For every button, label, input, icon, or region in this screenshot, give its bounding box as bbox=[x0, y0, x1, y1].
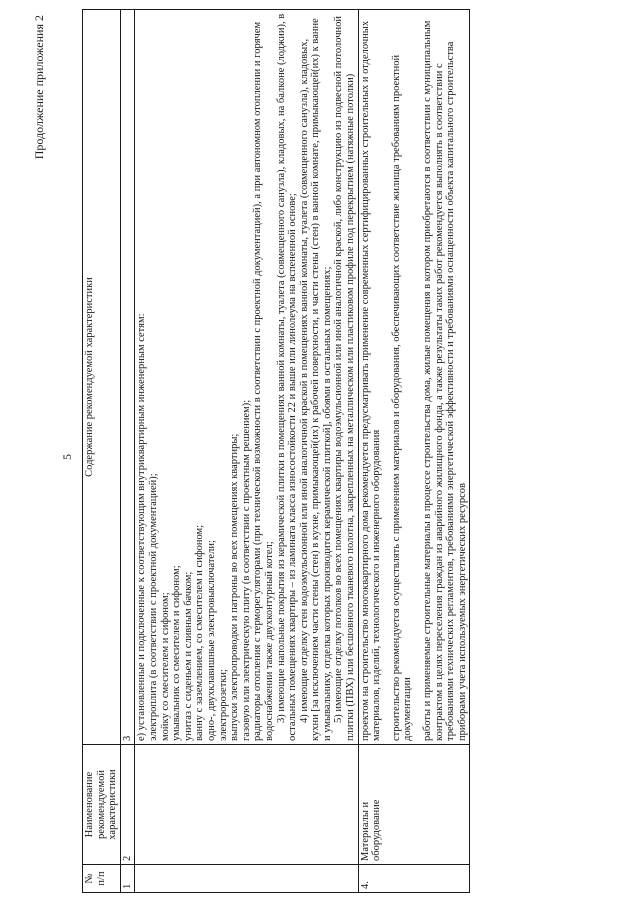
content-item: 3) имеющие напольные покрытия из керамической плитки в помещениях ванной комнаты, туалета (совмещенного санузла), кладовых, на балконе (лоджии), в остальных помещениях квартиры – из ламината класса износостойкости 22 и выше или линолеума на вспененной основе; bbox=[275, 13, 299, 741]
content-line: унитаз с сиденьем и сливным бачком; bbox=[182, 571, 194, 741]
header-name: Наименование рекомендуемой характеристики bbox=[83, 745, 121, 865]
content-line: мойку со смесителем и сифоном; bbox=[159, 592, 171, 741]
content-line: умывальник со смесителем и сифоном; bbox=[171, 565, 183, 741]
characteristics-table bbox=[82, 9, 470, 893]
content-paragraph: проектом на строительство многоквартирного дома рекомендуется предусматривать применение современных сертифицированных строительных и отделочных материалов, изделий, технологического и инженерного оборудования bbox=[359, 20, 383, 741]
content-line: одно-, двухклавишные электровыключатели; bbox=[205, 540, 217, 741]
content-line: радиаторы отопления с терморегуляторами (при технической возможности в соответствии с проектной документацией), а при автономном отоплении и горячем водоснабжении также двухконтурный котел; bbox=[252, 21, 275, 741]
paragraph-gap bbox=[414, 13, 422, 741]
table-row bbox=[135, 10, 358, 893]
header-number: № п/п bbox=[83, 865, 121, 893]
row-content-cell bbox=[358, 10, 470, 745]
appendix-label: Продолжение приложения 2 bbox=[32, 15, 46, 160]
column-number: 2 bbox=[120, 745, 135, 865]
table-header-row bbox=[83, 10, 121, 893]
column-number: 3 bbox=[120, 10, 135, 745]
paragraph-gap bbox=[383, 13, 391, 741]
row-name-cell bbox=[135, 745, 358, 865]
row-content-cell bbox=[135, 10, 358, 745]
content-item: 4) имеющие отделку стен водоэмульсионной или иной аналогичной краской в помещениях ванной комнаты, туалета (совмещенного санузла), кладовых, кухни [за исключением части стены (стен) в кухне, примыкающей(их) к рабочей поверхности, и части стены (стен) в ванной комнате, примыкающей(их) к ванне и умывальнику, отделка которых производится керамической плиткой], обоями в остальных помещениях; bbox=[298, 18, 333, 741]
header-content: Содержание рекомендуемой характеристики bbox=[83, 10, 121, 745]
table-row bbox=[358, 10, 470, 893]
content-paragraph: работы и применяемые строительные материалы в процессе строительства дома, жилые помещения в котором приобретаются в соответствии с муниципальным контрактом в целях переселения граждан из аварийного жилищного фонда, а также результаты таких работ рекомендуется выполнять в соответствии с требованиями технических регламентов, требованиями энергетической эффективности и требованиями оснащенности объекта капитального строительства приборами учета используемых энергетических ресурсов bbox=[422, 20, 468, 741]
content-line: е) установленные и подключенные к соответствующим внутриквартирным инженерным сетям: bbox=[136, 313, 148, 741]
content-line: газовую или электрическую плиту (в соответствии с проектным решением); bbox=[240, 399, 252, 741]
column-number-row bbox=[120, 10, 135, 893]
content-paragraph: строительство рекомендуется осуществлять с применением материалов и оборудования, обеспечивающих соответствие жилища требованиям проектной документации bbox=[390, 54, 414, 741]
row-number-cell: 4. bbox=[358, 865, 470, 893]
page-number: 5 bbox=[60, 454, 74, 460]
row-name-cell: Материалы и оборудование bbox=[358, 745, 470, 865]
content-item: 5) имеющие отделку потолков во всех помещениях квартиры водоэмульсионной или иной аналогичной краской, либо конструкцию из подвесной потолочной плитки (ПВХ) или бесшовного тканевого полотна, закрепленных на металлическом или пластиковом профиле под перекрытием (натяжные потолки) bbox=[333, 16, 357, 741]
content-line: ванну с заземлением, со смесителем и сифоном; bbox=[194, 524, 206, 741]
content-line: электророзетки; bbox=[217, 669, 229, 741]
column-number: 1 bbox=[120, 865, 135, 893]
row-number-cell bbox=[135, 865, 358, 893]
content-line: выпуски электропроводки и патроны во всех помещениях квартиры; bbox=[229, 433, 241, 741]
content-line: электроплита (в соответствии с проектной документацией); bbox=[147, 473, 159, 741]
